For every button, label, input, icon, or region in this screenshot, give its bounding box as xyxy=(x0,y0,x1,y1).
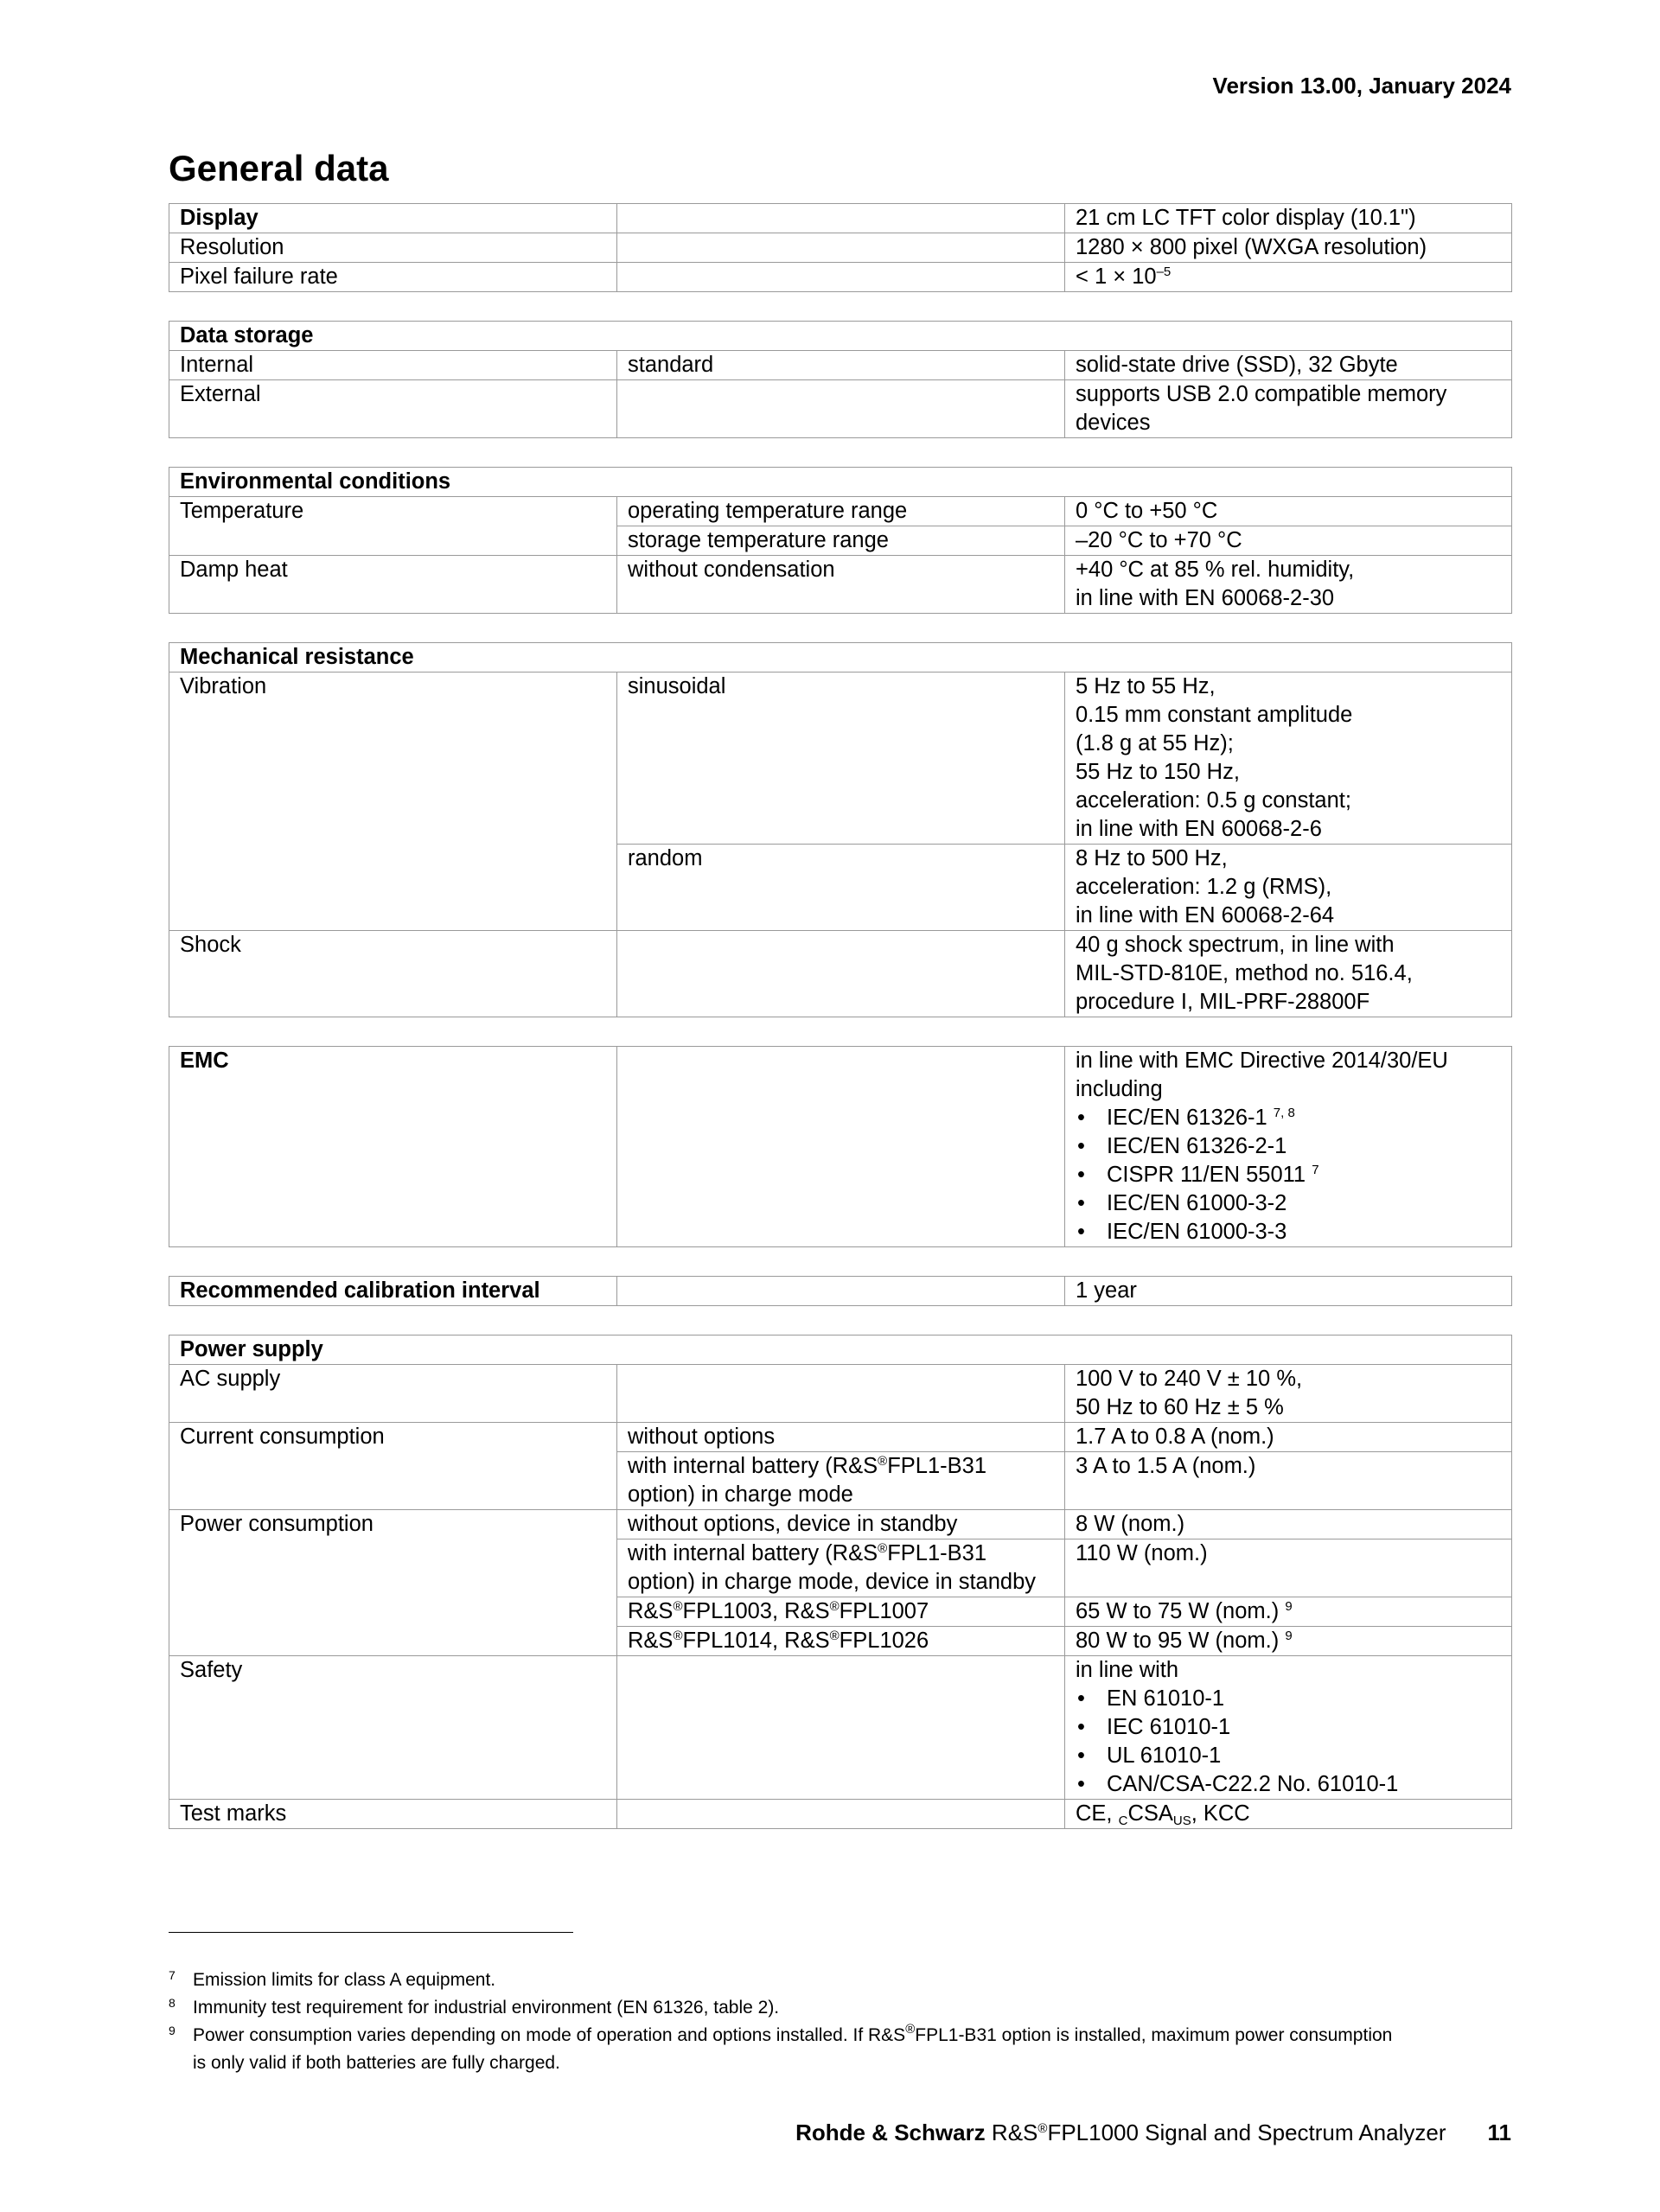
footnote-divider xyxy=(169,1932,573,1933)
shock-value: 40 g shock spectrum, in line with MIL-STD-810E, method no. 516.4, procedure I, MIL-PRF-28800F xyxy=(1065,931,1512,1017)
table-row xyxy=(169,233,1512,263)
table-row xyxy=(169,1365,1512,1423)
list-item: • CISPR 11/EN 55011 $^7$ xyxy=(1076,1161,1501,1189)
table-row xyxy=(169,263,1512,292)
table-row xyxy=(169,204,1512,233)
spec-tables xyxy=(169,203,1511,1858)
current-no-options-value: 1.7 A to 0.8 A (nom.) xyxy=(1065,1423,1512,1452)
model-1014-1026-value: 80 W to 95 W (nom.) $^9$ xyxy=(1065,1627,1512,1656)
sinusoidal-condition: sinusoidal xyxy=(617,673,1065,845)
external-label: External xyxy=(169,380,617,438)
table-row xyxy=(169,1335,1512,1365)
power-battery-value: 110 W (nom.) xyxy=(1065,1539,1512,1597)
pixel-failure-label: Pixel failure rate xyxy=(169,263,617,292)
list-item: • IEC/EN 61000-3-2 xyxy=(1076,1189,1501,1218)
footnotes xyxy=(169,1967,1511,2077)
environment-table xyxy=(169,467,1512,614)
table-row xyxy=(169,1277,1512,1306)
current-battery-condition: with internal battery (R&S®FPL1-B31 option) in charge mode xyxy=(617,1452,1065,1510)
storage-table xyxy=(169,321,1512,438)
current-consumption-label: Current consumption xyxy=(169,1423,617,1510)
list-item: • IEC/EN 61326-2-1 xyxy=(1076,1132,1501,1161)
list-item: • IEC 61010-1 xyxy=(1076,1713,1501,1742)
current-no-options-condition: without options xyxy=(617,1423,1065,1452)
table-row xyxy=(169,1423,1512,1452)
model-1014-1026-condition: R&S®FPL1014, R&S®FPL1026 xyxy=(617,1627,1065,1656)
ac-supply-label: AC supply xyxy=(169,1365,617,1423)
resolution-value: 1280 × 800 pixel (WXGA resolution) xyxy=(1065,233,1512,263)
internal-value: solid-state drive (SSD), 32 Gbyte xyxy=(1065,351,1512,380)
footnote-8: 8 Immunity test requirement for industrial environment (EN 61326, table 2). xyxy=(169,1996,780,2018)
safety-value: in line with • EN 61010-1 • IEC 61010-1 • UL 61010-1 • CAN/CSA-C22.2 No. 61010-1 xyxy=(1065,1656,1512,1800)
test-marks-value: CE, $_CCSA_{US}$, KCC xyxy=(1065,1800,1512,1829)
footnote-7: 7 Emission limits for class A equipment. xyxy=(169,1968,496,1990)
model-1003-1007-value: 65 W to 75 W (nom.) $^9$ xyxy=(1065,1597,1512,1627)
version-label: Version 13.00, January 2024 xyxy=(1212,73,1511,99)
table-row xyxy=(169,1656,1512,1800)
random-value: 8 Hz to 500 Hz, acceleration: 1.2 g (RMS), in line with EN 60068-2-64 xyxy=(1065,845,1512,931)
test-marks-label: Test marks xyxy=(169,1800,617,1829)
display-table xyxy=(169,203,1512,292)
pixel-failure-value: < $1 \times 10^{-5}$ xyxy=(1065,263,1512,292)
operating-temp-condition: operating temperature range xyxy=(617,497,1065,526)
safety-label: Safety xyxy=(169,1656,617,1800)
storage-temp-value: –20 °C to +70 °C xyxy=(1065,526,1512,556)
environment-heading: Environmental conditions xyxy=(169,468,1512,497)
emc-standards-list xyxy=(1076,1104,1501,1246)
list-item: • IEC/EN 61326-1 $^{7, 8}$ xyxy=(1076,1104,1501,1132)
power-consumption-label: Power consumption xyxy=(169,1510,617,1656)
power-table xyxy=(169,1335,1512,1829)
external-value: supports USB 2.0 compatible memory devices xyxy=(1065,380,1512,438)
power-battery-condition: with internal battery (R&S®FPL1-B31 option) in charge mode, device in standby xyxy=(617,1539,1065,1597)
table-row xyxy=(169,380,1512,438)
power-standby-value: 8 W (nom.) xyxy=(1065,1510,1512,1539)
page-number: 11 xyxy=(1487,2120,1511,2145)
table-row xyxy=(169,1800,1512,1829)
table-row xyxy=(169,1510,1512,1539)
list-item: • EN 61010-1 xyxy=(1076,1685,1501,1713)
resolution-label: Resolution xyxy=(169,233,617,263)
safety-standards-list xyxy=(1076,1685,1501,1799)
table-row xyxy=(169,1047,1512,1247)
list-item: • CAN/CSA-C22.2 No. 61010-1 xyxy=(1076,1770,1501,1799)
display-value: 21 cm LC TFT color display (10.1") xyxy=(1065,204,1512,233)
sinusoidal-value: 5 Hz to 55 Hz, 0.15 mm constant amplitude (1.8 g at 55 Hz); 55 Hz to 150 Hz, acceleration: 0.5 g constant; in line with EN 60068-2-6 xyxy=(1065,673,1512,845)
table-row xyxy=(169,351,1512,380)
shock-label: Shock xyxy=(169,931,617,1017)
damp-heat-label: Damp heat xyxy=(169,556,617,614)
internal-condition: standard xyxy=(617,351,1065,380)
list-item: • UL 61010-1 xyxy=(1076,1742,1501,1770)
storage-heading: Data storage xyxy=(169,322,1512,351)
page-footer: Rohde & Schwarz R&S®FPL1000 Signal and Spectrum Analyzer 11 xyxy=(795,2120,1511,2145)
calibration-heading: Recommended calibration interval xyxy=(169,1277,617,1306)
calibration-value: 1 year xyxy=(1065,1277,1512,1306)
internal-label: Internal xyxy=(169,351,617,380)
table-row xyxy=(169,468,1512,497)
footnote-9: 9 Power consumption varies depending on mode of operation and options installed. If R&S®FPL1-B31 option is installed, maximum power consumption is only valid if both batteries are fully charged. xyxy=(169,2022,1393,2073)
damp-heat-value: +40 °C at 85 % rel. humidity, in line with EN 60068-2-30 xyxy=(1065,556,1512,614)
page-title: General data xyxy=(169,148,389,188)
table-row xyxy=(169,322,1512,351)
list-item: • IEC/EN 61000-3-3 xyxy=(1076,1218,1501,1246)
damp-heat-condition: without condensation xyxy=(617,556,1065,614)
current-battery-value: 3 A to 1.5 A (nom.) xyxy=(1065,1452,1512,1510)
table-row xyxy=(169,643,1512,673)
calibration-table xyxy=(169,1276,1512,1306)
table-row xyxy=(169,931,1512,1017)
table-row xyxy=(169,556,1512,614)
emc-value: in line with EMC Directive 2014/30/EU including • IEC/EN 61326-1 $^{7, 8}$ • IEC/EN 61326-2-1 • CISPR 11/EN 55011 $^7$ • IEC/EN 61000-3-2 • IEC/EN 61000-3-3 xyxy=(1065,1047,1512,1247)
power-heading: Power supply xyxy=(169,1335,1512,1365)
mechanical-table xyxy=(169,642,1512,1017)
table-row xyxy=(169,497,1512,526)
display-heading: Display xyxy=(169,204,617,233)
table-row xyxy=(169,673,1512,845)
emc-table xyxy=(169,1046,1512,1247)
model-1003-1007-condition: R&S®FPL1003, R&S®FPL1007 xyxy=(617,1597,1065,1627)
emc-heading: EMC xyxy=(169,1047,617,1247)
power-standby-condition: without options, device in standby xyxy=(617,1510,1065,1539)
operating-temp-value: 0 °C to +50 °C xyxy=(1065,497,1512,526)
vibration-label: Vibration xyxy=(169,673,617,931)
mechanical-heading: Mechanical resistance xyxy=(169,643,1512,673)
ac-supply-value: 100 V to 240 V ± 10 %, 50 Hz to 60 Hz ± 5 % xyxy=(1065,1365,1512,1423)
storage-temp-condition: storage temperature range xyxy=(617,526,1065,556)
product-name: FPL1000 Signal and Spectrum Analyzer xyxy=(1047,2120,1446,2145)
temperature-label: Temperature xyxy=(169,497,617,556)
random-condition: random xyxy=(617,845,1065,931)
brand-name: Rohde & Schwarz xyxy=(795,2120,986,2145)
